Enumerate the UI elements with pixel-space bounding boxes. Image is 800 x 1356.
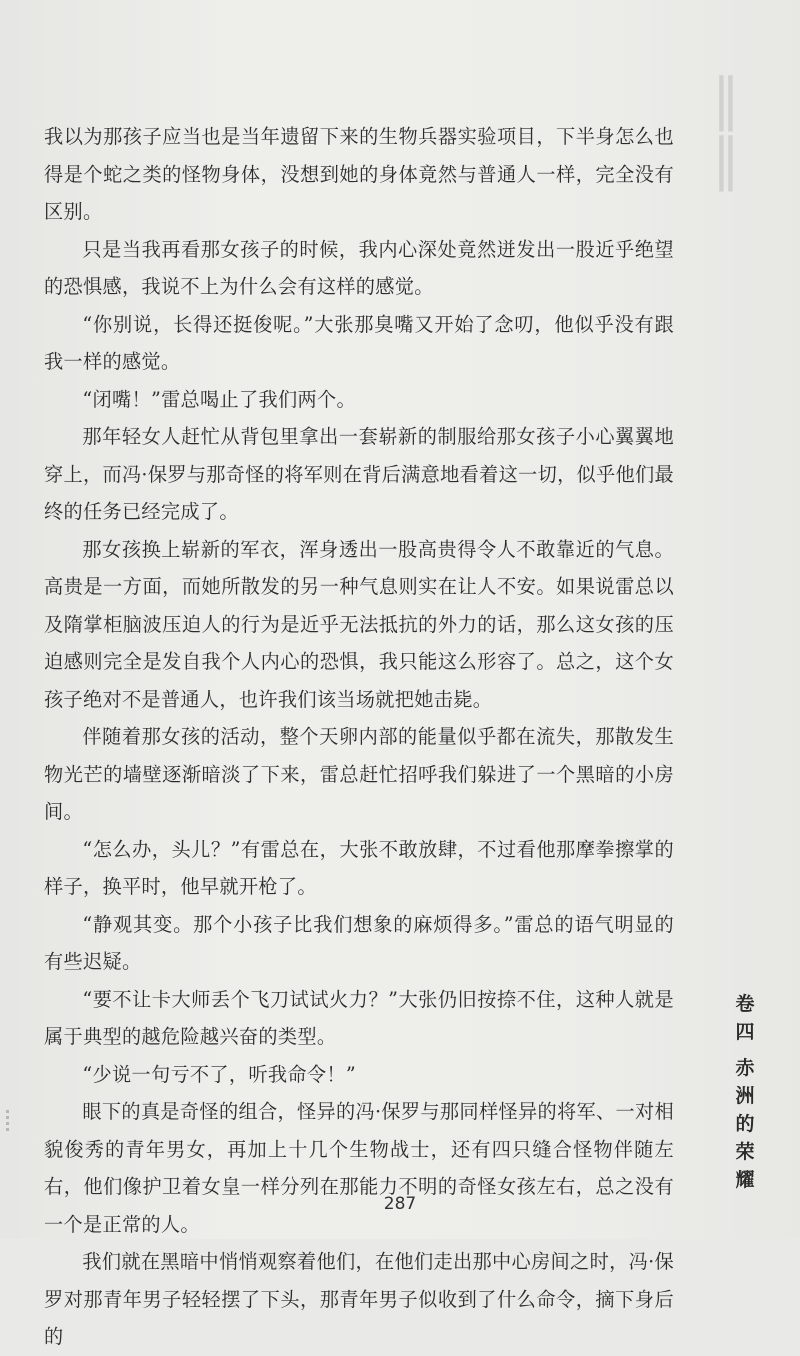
margin-scan-mark (6, 1110, 9, 1134)
paragraph: 那女孩换上崭新的军衣，浑身透出一股高贵得令人不敢靠近的气息。高贵是一方面，而她所散发的另一种气息则实在让人不安。如果说雷总以及隋掌柜脑波压迫人的行为是近乎无法抵抗的外力的话，那么这女孩的压迫感则完全是发自我个人内心的恐惧，我只能这么形容了。总之，这个女孩子绝对不是普通人，也许我们该当场就把她击毙。 (44, 537, 674, 711)
running-side-title (727, 990, 763, 1194)
paragraph: 我们就在黑暗中悄悄观察着他们，在他们走出那中心房间之时，冯·保罗对那青年男子轻轻摆了下头，那青年男子似收到了什么命令，摘下身后的 (44, 1250, 674, 1348)
paragraph: 那年轻女人赶忙从背包里拿出一套崭新的制服给那女孩子小心翼翼地穿上，而冯·保罗与那奇怪的将军则在背后满意地看着这一切，似乎他们最终的任务已经完成了。 (44, 425, 674, 523)
paragraph: “静观其变。那个小孩子比我们想象的麻烦得多。”雷总的语气明显的有些迟疑。 (44, 912, 674, 973)
paragraph: “要不让卡大师丢个飞刀试试火力？”大张仍旧按捺不住，这种人就是属于典型的越危险越兴奋的类型。 (44, 987, 674, 1048)
paragraph: “怎么办，头儿？”有雷总在，大张不敢放肆，不过看他那摩拳擦掌的样子，换平时，他早就开枪了。 (44, 837, 674, 898)
page-number: 287 (383, 1194, 417, 1214)
paragraph: 只是当我再看那女孩子的时候，我内心深处竟然迸发出一股近乎绝望的恐惧感，我说不上为什么会有这样的感觉。 (44, 237, 674, 298)
paragraph: “闭嘴！”雷总喝止了我们两个。 (82, 387, 356, 411)
paragraph: “你别说，长得还挺俊呢。”大张那臭嘴又开始了念叨，他似乎没有跟我一样的感觉。 (44, 312, 674, 373)
paragraph: 眼下的真是奇怪的组合，怪异的冯·保罗与那同样怪异的将军、一对相貌俊秀的青年男女，再加上十几个生物战士，还有四只缝合怪物伴随左右，他们像护卫着女皇一样分列在那能力不明的奇怪女孩左右，总之没有一个是正常的人。 (44, 1100, 674, 1236)
show-through-text: ‖ ‖ (712, 67, 744, 192)
body-text (44, 118, 674, 1356)
volume-label: 卷 四 (735, 993, 755, 1043)
paragraph: “少说一句亏不了，听我命令！” (82, 1062, 356, 1086)
paragraph: 伴随着那女孩的活动，整个天卵内部的能量似乎都在流失，那散发生物光芒的墙壁逐渐暗淡了下来，雷总赶忙招呼我们躲进了一个黑暗的小房间。 (44, 725, 674, 823)
book-section-title: 赤 洲 的 荣 耀 (735, 1057, 755, 1191)
paragraph: 我以为那孩子应当也是当年遗留下来的生物兵器实验项目，下半身怎么也得是个蛇之类的怪物身体，没想到她的身体竟然与普通人一样，完全没有区别。 (44, 125, 674, 223)
